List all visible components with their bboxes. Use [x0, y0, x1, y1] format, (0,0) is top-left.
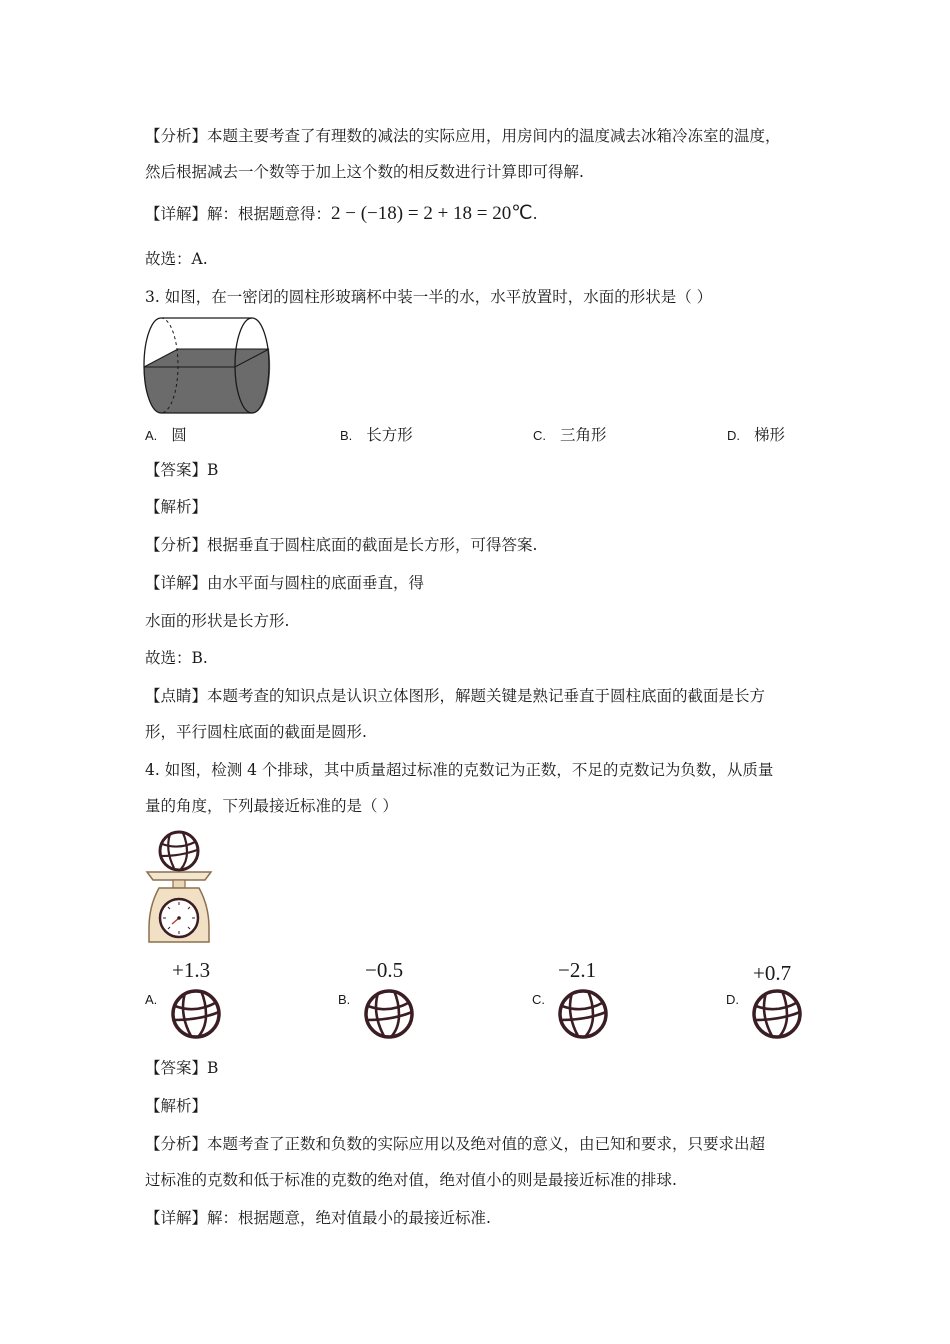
volleyball-icon-d: [751, 988, 803, 1040]
detail-line: [145, 204, 538, 224]
volleyball-icon-c: [557, 988, 609, 1040]
q4-option-a-letter: A.: [145, 992, 158, 1007]
detail-suffix: .: [532, 205, 538, 223]
q4-stem-2: 量的角度，下列最接近标准的是（ ）: [145, 797, 398, 815]
analysis-line-2: 然后根据减去一个数等于加上这个数的相反数进行计算即可得解.: [145, 163, 584, 181]
q3-option-c: C. 三角形: [533, 426, 607, 444]
q4-stem-1: 4. 如图，检测 4 个排球，其中质量超过标准的克数记为正数，不足的克数记为负数，从质量: [145, 761, 774, 779]
volleyball-icon-b: [363, 988, 415, 1040]
q3-option-d: D. 梯形: [727, 426, 786, 444]
q3-detail-2: 水面的形状是长方形.: [145, 612, 290, 630]
detail-formula: 2 − (−18) = 2 + 18 = 20℃: [331, 203, 533, 224]
q4-value-b: −0.5: [365, 958, 404, 982]
q3-option-b: B. 长方形: [340, 426, 413, 444]
scale-figure: [143, 830, 215, 945]
volleyball-icon: [160, 832, 198, 870]
q4-answer: 【答案】B: [145, 1059, 219, 1077]
q3-dianjing-1: 【点睛】本题考查的知识点是认识立体图形，解题关键是熟记垂直于圆柱底面的截面是长方: [145, 687, 766, 705]
q3-dianjing-2: 形，平行圆柱底面的截面是圆形.: [145, 723, 367, 741]
q4-option-c-letter: C.: [532, 992, 545, 1007]
q4-value-d: +0.7: [753, 961, 792, 985]
q4-analysis-2: 过标准的克数和低于标准的克数的绝对值，绝对值小的则是最接近标准的排球.: [145, 1171, 677, 1189]
q4-detail: 【详解】解：根据题意，绝对值最小的最接近标准.: [145, 1209, 491, 1227]
q3-detail-1: 【详解】由水平面与圆柱的底面垂直，得: [145, 574, 425, 592]
q3-answer: 【答案】B: [145, 461, 219, 479]
detail-prefix: 【详解】解：根据题意得：: [145, 205, 332, 223]
q3-jiexi: 【解析】: [145, 498, 208, 516]
choice-line: 故选：A.: [145, 250, 208, 268]
q4-value-c: −2.1: [558, 958, 597, 982]
cylinder-figure: [143, 316, 278, 414]
volleyball-icon-a: [170, 988, 222, 1040]
q4-option-d-letter: D.: [726, 992, 739, 1007]
q3-stem: 3. 如图，在一密闭的圆柱形玻璃杯中装一半的水，水平放置时，水面的形状是（ ）: [145, 288, 713, 306]
q4-value-a: +1.3: [172, 958, 211, 982]
q3-option-a: A. 圆: [145, 426, 187, 444]
q3-choice: 故选：B.: [145, 649, 208, 667]
q4-analysis-1: 【分析】本题考查了正数和负数的实际应用以及绝对值的意义，由已知和要求，只要求出超: [145, 1135, 766, 1153]
q4-option-b-letter: B.: [338, 992, 351, 1007]
q3-analysis: 【分析】根据垂直于圆柱底面的截面是长方形，可得答案.: [145, 536, 538, 554]
analysis-line-1: 【分析】本题主要考查了有理数的减法的实际应用，用房间内的温度减去冰箱冷冻室的温度，: [145, 127, 781, 145]
q4-jiexi: 【解析】: [145, 1097, 208, 1115]
